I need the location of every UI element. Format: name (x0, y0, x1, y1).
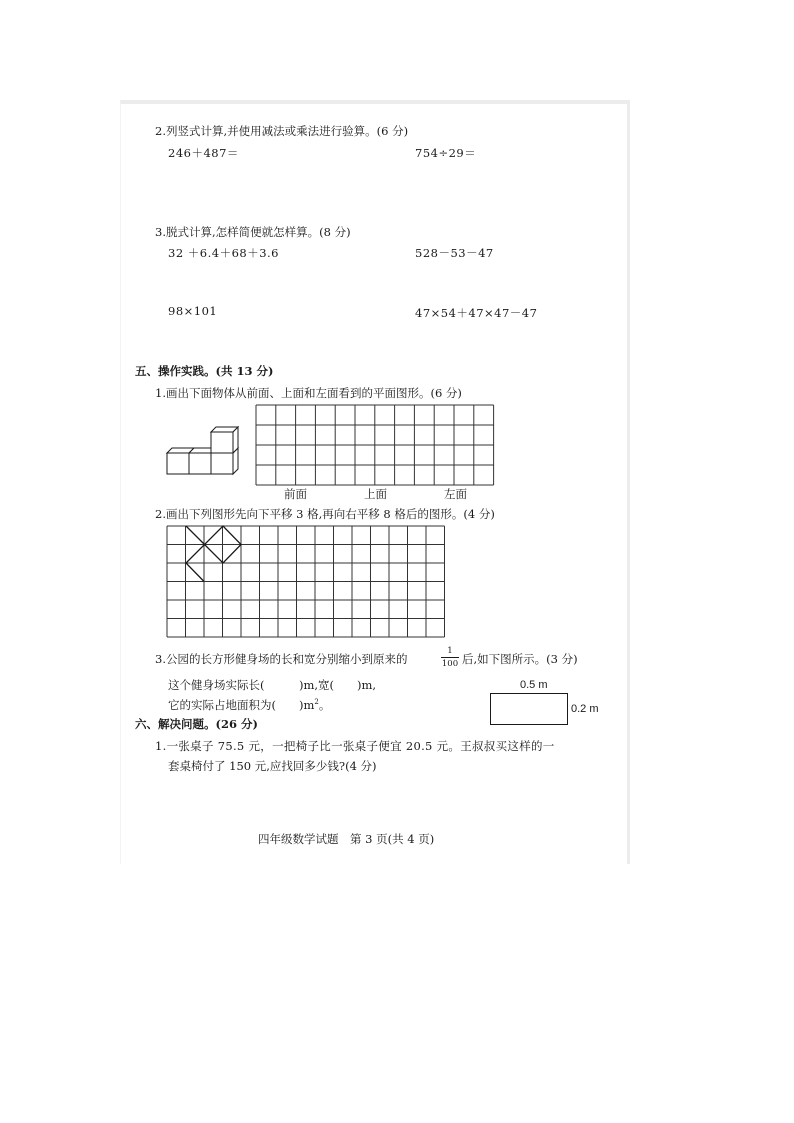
x-shape-figure (186, 526, 241, 582)
label-top: 上面 (364, 487, 387, 501)
s6-q1-line2: 套桌椅付了 150 元,应找回多少钱?(4 分) (168, 759, 377, 773)
s6-q1-line1: 1.一张桌子 75.5 元，一把椅子比一张桌子便宜 20.5 元。王叔叔买这样的一 (155, 739, 555, 753)
fraction-denominator: 100 (441, 659, 459, 669)
q2-item-2: 754÷29＝ (415, 146, 477, 160)
s5-q3-line1: 这个健身场实际长( )m,宽( )m, (168, 678, 377, 692)
page-footer: 四年级数学试题 第 3 页(共 4 页) (258, 832, 435, 846)
views-grid[interactable] (256, 405, 496, 487)
q3-title: 3.脱式计算,怎样简便就怎样算。(8 分) (155, 225, 351, 239)
s5-q1-title: 1.画出下面物体从前面、上面和左面看到的平面图形。(6 分) (155, 386, 462, 400)
label-front: 前面 (284, 487, 307, 501)
fraction-bar (441, 657, 459, 658)
translation-grid[interactable] (167, 526, 447, 638)
label-left: 左面 (444, 487, 467, 501)
s5-q3-title-end: 后,如下图所示。(3 分) (462, 652, 578, 666)
cube-stack-figure (165, 425, 245, 477)
q3-item-2: 528－53－47 (415, 246, 494, 260)
q3-item-3: 98×101 (168, 304, 218, 318)
s5-q2-title: 2.画出下列图形先向下平移 3 格,再向右平移 8 格后的图形。(4 分) (155, 507, 495, 521)
dim-width-label: 0.2 m (571, 703, 599, 715)
rectangle-figure (490, 693, 568, 725)
q2-item-1: 246＋487＝ (168, 146, 239, 160)
dim-length-label: 0.5 m (520, 679, 548, 691)
q2-title: 2.列竖式计算,并使用减法或乘法进行验算。(6 分) (155, 124, 409, 138)
s5-q3-title-start: 3.公园的长方形健身场的长和宽分别缩小到原来的 (155, 652, 408, 666)
section5-title: 五、操作实践。(共 13 分) (135, 364, 274, 378)
q3-item-4: 47×54＋47×47－47 (415, 306, 538, 320)
q3-item-1: 32 ＋6.4＋68＋3.6 (168, 246, 279, 260)
fraction-numerator: 1 (447, 646, 453, 656)
section6-title: 六、解决问题。(26 分) (135, 717, 258, 731)
s5-q3-line2: 它的实际占地面积为( )$m^2$。 (168, 697, 331, 712)
